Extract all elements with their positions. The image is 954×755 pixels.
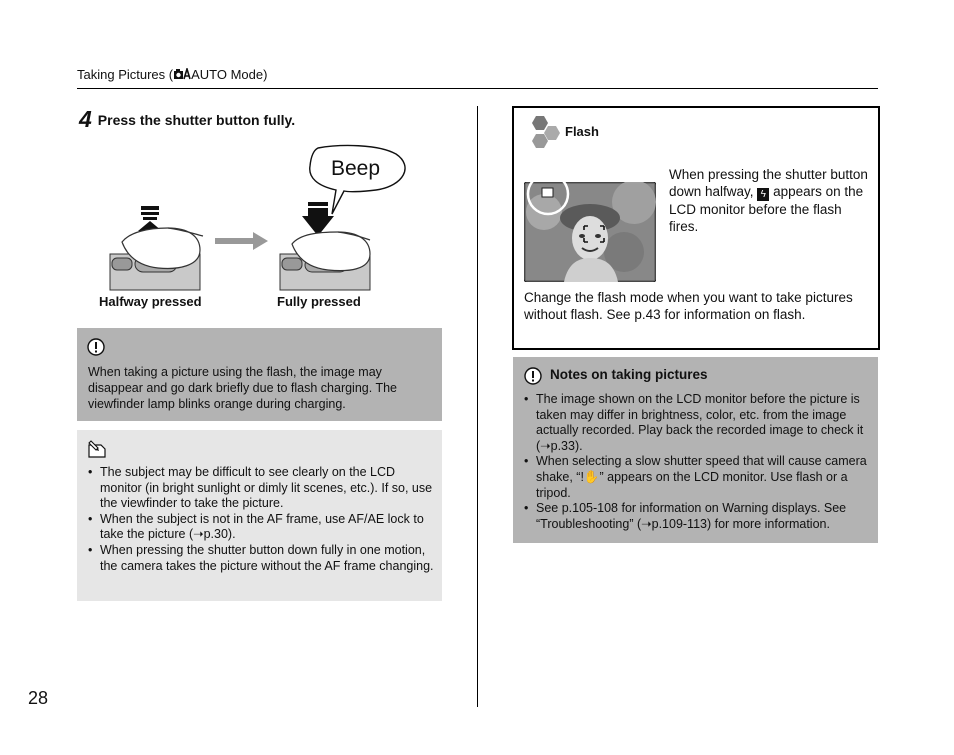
flash-side-text bbox=[669, 166, 869, 235]
memo-item: • When pressing the shutter button down fully in one motion, the camera takes the picture without the AF frame changing. bbox=[85, 543, 435, 574]
header-prefix: Taking Pictures ( bbox=[77, 67, 174, 82]
memo-item: • When the subject is not in the AF frame, use AF/AE lock to take the picture (➝p.30). bbox=[85, 512, 435, 543]
flash-box bbox=[512, 106, 880, 350]
step-text: Press the shutter button fully. bbox=[97, 112, 296, 128]
camera-auto-icon bbox=[173, 68, 191, 80]
page-number: 28 bbox=[28, 688, 49, 708]
memo-list bbox=[85, 465, 435, 574]
flash-icon: ϟ bbox=[757, 188, 769, 201]
notes-item: • See p.105-108 for information on Warning displays. See “Troubleshooting” (➝p.109-113) for more information. bbox=[521, 501, 873, 532]
notes-list bbox=[521, 392, 873, 532]
notes-item: • The image shown on the LCD monitor before the picture is taken may differ in brightness, color, etc. from the image actually recorded. Play back the recorded image to check it (➝p.33). bbox=[521, 392, 873, 454]
header-mode: AUTO Mode) bbox=[191, 67, 268, 82]
arrow-right-icon bbox=[215, 232, 268, 250]
exclamation-icon bbox=[524, 367, 542, 385]
hexagon-tips-icon bbox=[524, 114, 560, 150]
beep-text: Beep bbox=[331, 157, 381, 180]
step-heading bbox=[79, 106, 295, 133]
caution-box bbox=[77, 328, 442, 421]
memo-pencil-icon bbox=[87, 439, 107, 459]
shutter-press-illustration bbox=[108, 144, 418, 292]
notes-title: Notes on taking pictures bbox=[550, 367, 708, 382]
fully-press-figure bbox=[280, 202, 370, 290]
flash-title: Flash bbox=[565, 124, 599, 139]
header-rule bbox=[77, 88, 878, 89]
notes-box bbox=[513, 357, 878, 543]
lcd-preview-photo bbox=[524, 182, 656, 282]
running-header bbox=[77, 67, 267, 82]
flash-side-text-2: appears on the LCD monitor before the flash fires. bbox=[669, 184, 864, 234]
column-divider bbox=[477, 106, 478, 707]
exclamation-icon bbox=[87, 338, 105, 356]
memo-item: • The subject may be difficult to see clearly on the LCD monitor (in bright sunlight or dimly lit scenes, etc.). If so, use the viewfinder to take the picture. bbox=[85, 465, 435, 512]
step-number: 4 bbox=[79, 106, 92, 132]
fully-caption: Fully pressed bbox=[277, 294, 361, 309]
halfway-press-figure bbox=[110, 206, 203, 290]
flash-bottom-text: Change the flash mode when you want to take pictures without flash. See p.43 for information on flash. bbox=[524, 290, 853, 322]
flash-indicator-icon bbox=[542, 188, 553, 197]
memo-box bbox=[77, 430, 442, 601]
caution-text: When taking a picture using the flash, the image may disappear and go dark briefly due to flash charging. The viewfinder lamp blinks orange during charging. bbox=[88, 365, 397, 411]
notes-item: • When selecting a slow shutter speed that will cause camera shake, “!✋” appears on the LCD monitor. Use flash or a tripod. bbox=[521, 454, 873, 501]
flash-side-text-1: When pressing the shutter button down halfway, bbox=[669, 167, 868, 199]
halfway-caption: Halfway pressed bbox=[99, 294, 202, 309]
